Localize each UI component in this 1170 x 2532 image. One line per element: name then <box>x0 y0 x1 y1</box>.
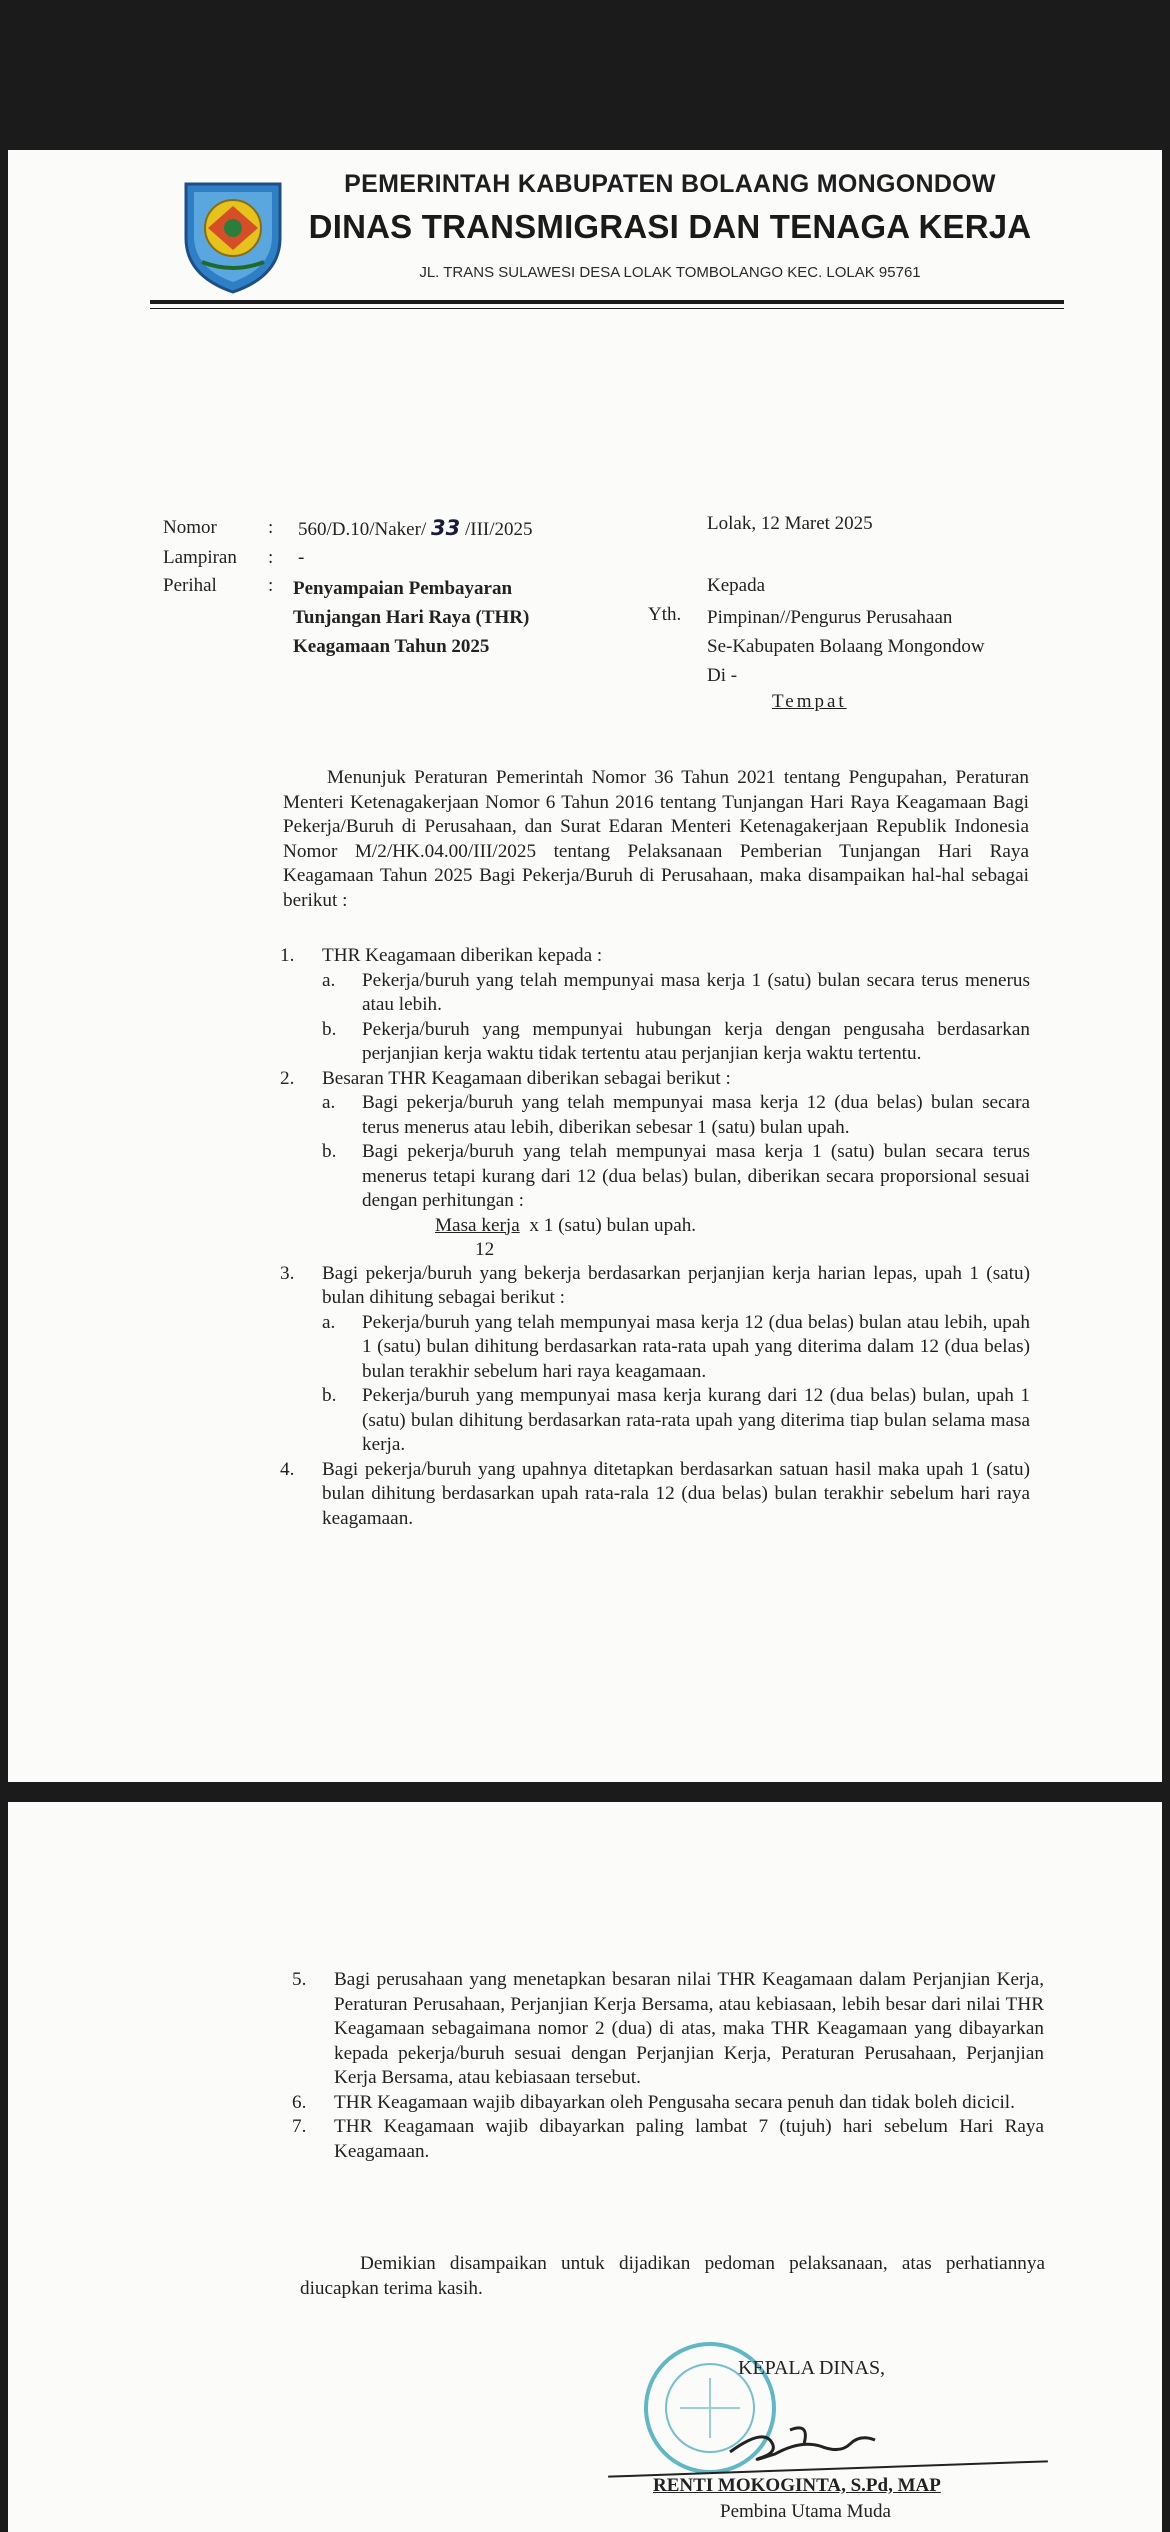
sub-item <box>280 969 1030 1018</box>
yth-label: Yth. <box>648 604 682 625</box>
letterhead-rule <box>150 300 1064 304</box>
kepada-label: Kepada <box>707 575 766 596</box>
formula-denominator: 12 <box>475 1238 495 1260</box>
list-number: 3. <box>280 1262 295 1284</box>
formula <box>280 1214 1030 1262</box>
lampiran-label: Lampiran <box>163 547 237 568</box>
sub-label: a. <box>322 1092 336 1113</box>
letterhead-address: JL. TRANS SULAWESI DESA LOLAK TOMBOLANGO KEC. LOLAK 95761 <box>419 264 921 281</box>
regency-crest-icon <box>178 176 288 296</box>
list-item <box>292 2091 1044 2116</box>
intro-paragraph-text: Menunjuk Peraturan Pemerintah Nomor 36 Tahun 2021 tentang Pengupahan, Peraturan Menteri Ketenagakerjaan Nomor 6 Tahun 2016 tentang Tunjangan Hari Raya Keagamaan Bagi Pekerja/Buruh di Perusahaan, dan Surat Edaran Menteri Ketenagakerjaan Republik Indonesia Nomor M/2/HK.04.00/III/2025 tentang Pelaksanaan Pemberian Tunjangan Hari Raya Keagamaan Tahun 2025 Bagi Pekerja/Buruh di Perusahaan, maka disampaikan hal-hal sebagai berikut : <box>283 767 1029 911</box>
perihal-line: Tunjangan Hari Raya (THR) <box>293 607 530 628</box>
list-text: Bagi pekerja/buruh yang bekerja berdasarkan perjanjian kerja harian lepas, upah 1 (satu) bulan dihitung sebagai berikut : <box>322 1262 1030 1308</box>
sub-text: Pekerja/buruh yang telah mempunyai masa kerja 1 (satu) bulan secara terus menerus atau lebih. <box>362 969 1030 1015</box>
perihal-line: Keagamaan Tahun 2025 <box>293 636 490 657</box>
list-number: 7. <box>292 2116 307 2137</box>
tempat-label: Tempat <box>772 691 847 712</box>
sub-label: b. <box>322 1141 337 1162</box>
letterhead-rule-thin <box>150 308 1064 309</box>
formula-numerator: Masa kerja <box>435 1214 520 1236</box>
colon: : <box>268 547 274 568</box>
list-item <box>280 1458 1030 1532</box>
list-item <box>292 2115 1044 2164</box>
nomor-value <box>298 516 533 542</box>
list-number: 1. <box>280 945 295 966</box>
sub-item <box>280 1311 1030 1385</box>
nomor-label: Nomor <box>163 517 217 538</box>
list-number: 2. <box>280 1067 295 1089</box>
list-text: THR Keagamaan wajib dibayarkan paling lambat 7 (tujuh) hari sebelum Hari Raya Keagamaan. <box>334 2116 1044 2162</box>
sub-label: b. <box>322 1018 337 1040</box>
recipient-line: Pimpinan//Pengurus Perusahaan <box>707 607 953 628</box>
list-item <box>280 1262 1030 1311</box>
formula-rest: x 1 (satu) bulan upah. <box>529 1214 697 1236</box>
list-text: THR Keagamaan wajib dibayarkan oleh Pengusaha secara penuh dan tidak boleh dicicil. <box>334 2091 1015 2113</box>
list-text: Bagi pekerja/buruh yang upahnya ditetapkan berdasarkan satuan hasil maka upah 1 (satu) bulan dihitung berdasarkan upah rata-rala 12 (dua belas) bulan terakhir sebelum hari raya keagamaan. <box>322 1458 1030 1529</box>
list-item <box>292 1968 1044 2091</box>
closing-paragraph: Demikian disampaikan untuk dijadikan pedoman pelaksanaan, atas perhatiannya diucapkan terima kasih. <box>300 2253 1045 2299</box>
recipient-line: Se-Kabupaten Bolaang Mongondow <box>707 636 985 657</box>
recipient-line: Di - <box>707 665 738 686</box>
sub-item <box>280 1018 1030 1067</box>
nomor-suffix: /III/2025 <box>464 519 533 540</box>
nomor-prefix: 560/D.10/Naker/ <box>298 519 427 540</box>
letterhead-government: PEMERINTAH KABUPATEN BOLAANG MONGONDOW <box>344 170 996 198</box>
list-page-1 <box>280 944 1030 1531</box>
list-text: Besaran THR Keagamaan diberikan sebagai berikut : <box>322 1067 731 1089</box>
document-page-2 <box>8 1802 1162 2532</box>
sub-item <box>280 1140 1030 1214</box>
sub-text: Pekerja/buruh yang mempunyai hubungan kerja dengan pengusaha berdasarkan perjanjian kerja waktu tidak tertentu atau perjanjian kerja waktu tertentu. <box>362 1018 1030 1064</box>
sub-label: a. <box>322 1311 336 1333</box>
list-text: Bagi perusahaan yang menetapkan besaran nilai THR Keagamaan dalam Perjanjian Kerja, Peraturan Perusahaan, Perjanjian Kerja Bersama, atau kebiasaan, lebih besar dari nilai THR Keagamaan sebagaimana nomor 2 (dua) di atas, maka THR Keagamaan yang dibayarkan kepada pekerja/buruh sesuai dengan Perjanjian Kerja, Peraturan Perusahaan, Perjanjian Kerja Bersama, atau kebiasaan tersebut. <box>334 1969 1044 2088</box>
sub-text: Bagi pekerja/buruh yang telah mempunyai masa kerja 12 (dua belas) bulan secara terus menerus atau lebih, diberikan sebesar 1 (satu) bulan upah. <box>362 1092 1030 1138</box>
sub-label: a. <box>322 969 336 991</box>
list-number: 5. <box>292 1969 307 1990</box>
list-number: 6. <box>292 2091 307 2113</box>
list-page-2 <box>292 1968 1044 2164</box>
sub-text: Pekerja/buruh yang telah mempunyai masa kerja 12 (dua belas) bulan atau lebih, upah 1 (satu) bulan dihitung berdasarkan rata-rata upah yang diterima dalam 12 (dua belas) bulan terakhir sebelum hari raya keagamaan. <box>362 1311 1030 1382</box>
list-item <box>280 944 1030 969</box>
letterhead-department: DINAS TRANSMIGRASI DAN TENAGA KERJA <box>308 208 1032 245</box>
list-text: THR Keagamaan diberikan kepada : <box>322 945 603 966</box>
signatory-rank: Pembina Utama Muda <box>720 2501 891 2522</box>
lampiran-value: - <box>298 547 305 568</box>
recipient <box>707 603 985 690</box>
colon: : <box>268 517 274 538</box>
perihal-line: Penyampaian Pembayaran <box>293 578 513 599</box>
list-item <box>280 1067 1030 1092</box>
list-number: 4. <box>280 1458 295 1480</box>
sub-item <box>280 1384 1030 1458</box>
signatory-title: KEPALA DINAS, <box>738 2357 886 2379</box>
sub-text: Bagi pekerja/buruh yang telah mempunyai masa kerja 1 (satu) bulan secara terus menerus tetapi kurang dari 12 (dua belas) bulan, diberikan secara proporsional sesuai dengan perhitungan : <box>362 1141 1030 1211</box>
signatory-name: RENTI MOKOGINTA, S.Pd, MAP <box>653 2475 941 2496</box>
sub-text: Pekerja/buruh yang mempunyai masa kerja kurang dari 12 (dua belas) bulan, upah 1 (satu) bulan dihitung berdasarkan rata-rata upah yang diterima tiap bulan selama masa kerja. <box>362 1385 1030 1455</box>
nomor-handwritten: 33 <box>430 516 461 540</box>
letter-date: Lolak, 12 Maret 2025 <box>707 513 873 534</box>
sub-label: b. <box>322 1385 337 1406</box>
sub-item <box>280 1091 1030 1140</box>
colon: : <box>268 575 274 596</box>
perihal-label: Perihal <box>163 575 217 596</box>
perihal-subject <box>293 574 529 661</box>
